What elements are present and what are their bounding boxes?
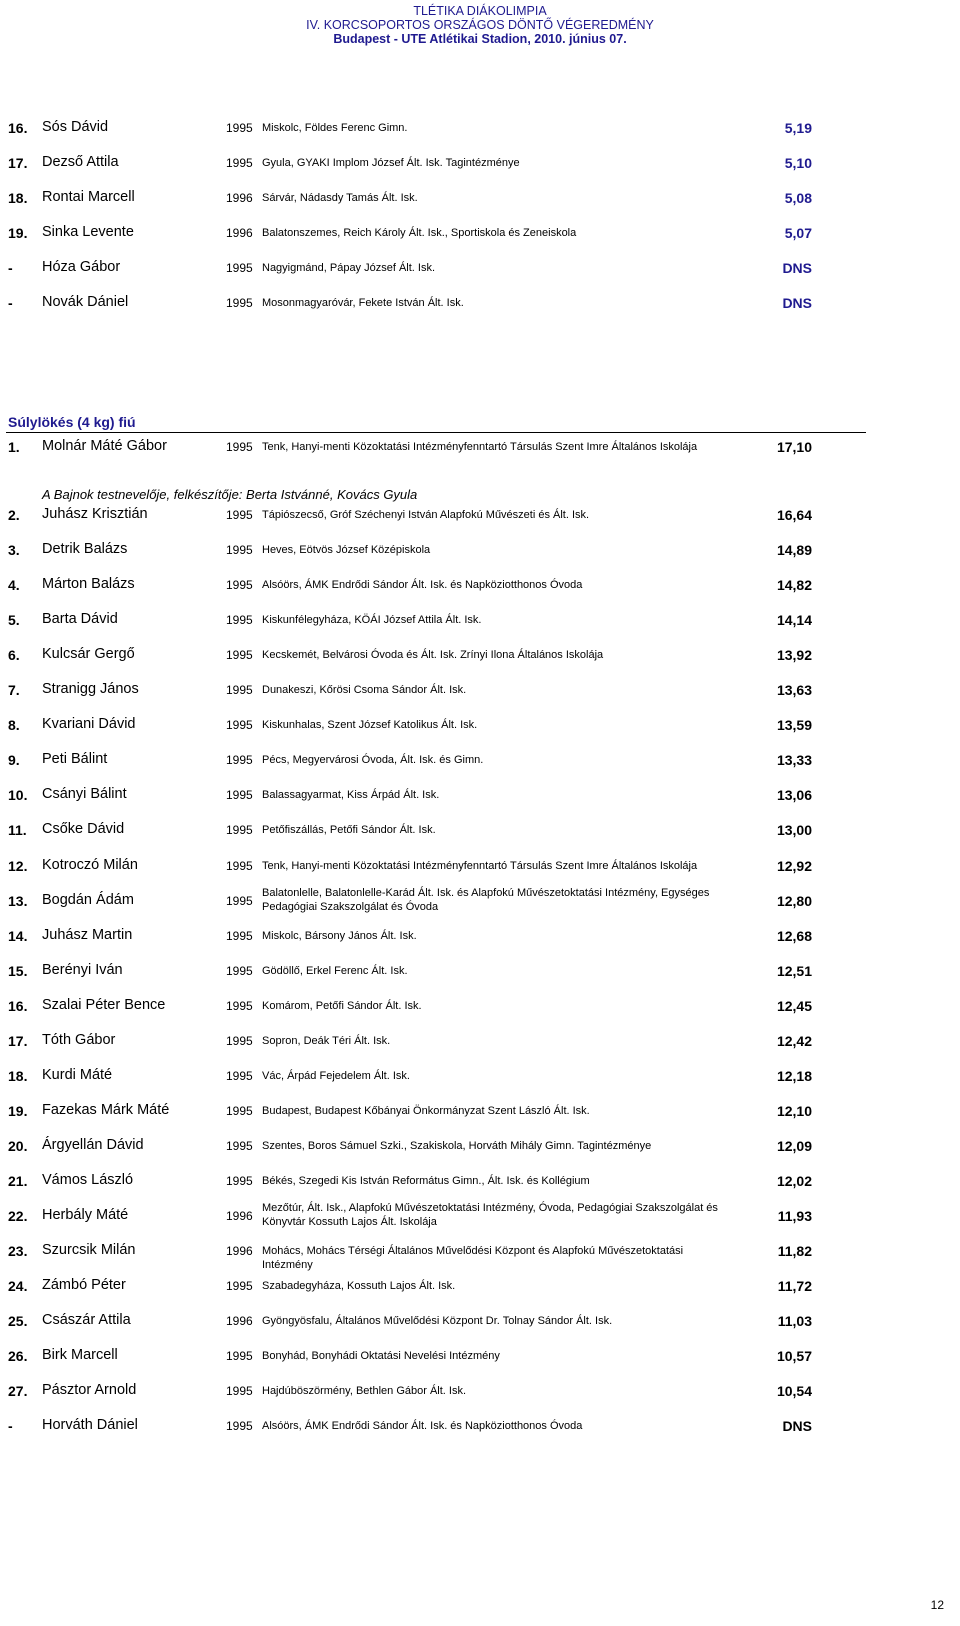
athlete-name: Rontai Marcell (42, 189, 135, 205)
table-row (0, 785, 960, 807)
rank: - (8, 295, 13, 311)
rank: 16. (8, 120, 28, 136)
school: Mezőtúr, Ált. Isk., Alapfokú Művészetoktatási Intézmény, Óvoda, Pedagógiai Szakszolgálat és Könyvtár Kossuth Lajos Ált. Iskolája (262, 1202, 718, 1228)
result-value: 11,72 (777, 1278, 812, 1295)
page-number: 12 (930, 1598, 944, 1612)
table-row (0, 1241, 960, 1272)
athlete-name: Herbály Máté (42, 1207, 129, 1223)
birth-year: 1995 (226, 683, 253, 698)
result-value: 14,14 (776, 612, 812, 629)
table-row (0, 505, 960, 527)
rank: 18. (8, 1067, 28, 1084)
school: Kiskunhalas, Szent József Katolikus Ált. Isk. (262, 719, 478, 732)
school: Gyula, GYAKI Implom József Ált. Isk. Tagintézménye (262, 157, 520, 169)
table-row (0, 1416, 960, 1438)
rank: 3. (8, 542, 20, 559)
rank: 16. (8, 997, 28, 1014)
result-value: 12,45 (776, 997, 812, 1014)
birth-year: 1995 (226, 613, 253, 628)
birth-year: 1995 (226, 823, 253, 838)
athlete-name: Császár Attila (42, 1312, 131, 1329)
school: Dunakeszi, Kőrösi Csoma Sándor Ált. Isk. (262, 684, 467, 697)
table-row (0, 540, 960, 562)
school: Balatonszemes, Reich Károly Ált. Isk., Sportiskola és Zeneiskola (262, 227, 577, 239)
rank: 12. (8, 857, 28, 874)
table-row (0, 886, 960, 913)
athlete-name: Bogdán Ádám (42, 891, 134, 908)
result-value: 12,80 (776, 892, 812, 909)
athlete-name: Árgyellán Dávid (42, 1136, 144, 1153)
rank: 18. (8, 190, 28, 206)
birth-year: 1995 (226, 998, 253, 1013)
table-row (0, 188, 960, 210)
result-value: 12,68 (776, 927, 812, 944)
school: Gyöngyösfalu, Általános Művelődési Központ Dr. Tolnay Sándor Ált. Isk. (262, 1315, 613, 1328)
birth-year: 1995 (226, 543, 253, 558)
result-value: 11,93 (777, 1208, 812, 1224)
school: Hajdúböszörmény, Bethlen Gábor Ált. Isk. (262, 1385, 467, 1398)
result-value: 12,92 (776, 857, 812, 874)
athlete-name: Kvariani Dávid (42, 716, 136, 733)
table-row (0, 1031, 960, 1053)
result-value: 12,02 (776, 1172, 812, 1189)
school: Tenk, Hanyi-menti Közoktatási Intézményfenntartó Társulás Szent Imre Általános Iskolája (262, 859, 698, 872)
athlete-name: Juhász Krisztián (42, 506, 148, 522)
header-title: TLÉTIKA DIÁKOLIMPIA (413, 4, 547, 18)
result-value: 13,33 (776, 752, 812, 769)
rank: 13. (8, 892, 28, 909)
birth-year: 1995 (226, 718, 253, 733)
athlete-name: Horváth Dániel (42, 1417, 138, 1434)
result-value: 5,10 (784, 155, 812, 171)
athlete-name: Csőke Dávid (42, 821, 125, 838)
school: Bonyhád, Bonyhádi Oktatási Nevelési Intézmény (262, 1350, 500, 1363)
birth-year: 1995 (226, 648, 253, 663)
birth-year: 1995 (226, 1033, 253, 1048)
athlete-name: Zámbó Péter (42, 1277, 126, 1294)
birth-year: 1995 (226, 508, 253, 522)
coach-note: A Bajnok testnevelője, felkészítője: Berta Istvánné, Kovács Gyula (42, 487, 418, 502)
athlete-name: Berényi Iván (42, 961, 123, 978)
rank: 14. (8, 927, 28, 944)
table-row (0, 680, 960, 702)
table-row (0, 996, 960, 1018)
school: Nagyigmánd, Pápay József Ált. Isk. (262, 262, 436, 274)
school: Komárom, Petőfi Sándor Ált. Isk. (262, 999, 422, 1012)
school: Budapest, Budapest Kőbányai Önkormányzat Szent László Ált. Isk. (262, 1104, 590, 1117)
rank: 27. (8, 1383, 28, 1400)
school: Békés, Szegedi Kis István Református Gimn., Ált. Isk. és Kollégium (262, 1174, 590, 1187)
rank: 4. (8, 577, 20, 594)
table-row (0, 293, 960, 315)
school: Tenk, Hanyi-menti Közoktatási Intézményfenntartó Társulás Szent Imre Általános Iskolája (262, 441, 698, 453)
rank: 15. (8, 962, 28, 979)
table-row (0, 1202, 960, 1228)
school: Alsóörs, ÁMK Endrődi Sándor Ált. Isk. és Napköziotthonos Óvoda (262, 579, 583, 592)
result-value: 14,89 (776, 542, 812, 559)
birth-year: 1995 (226, 788, 253, 803)
birth-year: 1996 (226, 1244, 253, 1259)
result-value: 12,51 (776, 962, 812, 979)
school: Tápiószecső, Gróf Széchenyi István Alapfokú Művészeti és Ált. Isk. (262, 509, 590, 521)
table-row (0, 645, 960, 667)
document-header (0, 4, 960, 46)
birth-year: 1995 (226, 1384, 253, 1399)
table-row (0, 750, 960, 772)
school: Balatonlelle, Balatonlelle-Karád Ált. Isk. és Alapfokú Művészetoktatási Intézmény, Egységes Pedagógiai Szakszolgálat és Óvoda (262, 886, 710, 913)
school: Kecskemét, Belvárosi Óvoda és Ált. Isk. Zrínyi Ilona Általános Iskolája (262, 649, 604, 662)
birth-year: 1996 (226, 1209, 253, 1223)
table-row (0, 1346, 960, 1368)
birth-year: 1995 (226, 1349, 253, 1364)
rank: 6. (8, 647, 20, 664)
rank: 22. (8, 1208, 28, 1224)
athlete-name: Novák Dániel (42, 294, 129, 310)
school: Gödöllő, Erkel Ferenc Ált. Isk. (262, 964, 408, 977)
result-value: 12,09 (776, 1137, 812, 1154)
result-value: 12,18 (776, 1067, 812, 1084)
school: Petőfiszállás, Petőfi Sándor Ált. Isk. (262, 824, 436, 837)
event-title: Súlylökés (4 kg) fiú (8, 414, 136, 430)
birth-year: 1995 (226, 753, 253, 768)
birth-year: 1995 (226, 1173, 253, 1188)
birth-year: 1995 (226, 928, 253, 943)
result-value: 13,06 (776, 787, 812, 804)
birth-year: 1995 (226, 578, 253, 593)
result-value: 13,63 (776, 682, 812, 699)
rank: 7. (8, 682, 20, 699)
result-value: DNS (782, 1418, 812, 1435)
result-value: 10,54 (776, 1383, 812, 1400)
table-row (0, 1136, 960, 1158)
rank: 25. (8, 1313, 28, 1330)
header-venue: Budapest - UTE Atlétikai Stadion, 2010. június 07. (333, 32, 627, 46)
birth-year: 1995 (226, 440, 253, 454)
result-value: 5,07 (784, 225, 812, 241)
school: Miskolc, Földes Ferenc Gimn. (262, 122, 408, 134)
school: Mohács, Mohács Térségi Általános Művelődési Központ és Alapfokú Művészetoktatási Intézmény (262, 1245, 684, 1272)
school: Sárvár, Nádasdy Tamás Ált. Isk. (262, 192, 418, 204)
rank: 21. (8, 1172, 28, 1189)
athlete-name: Hóza Gábor (42, 259, 121, 275)
athlete-name: Pásztor Arnold (42, 1382, 137, 1399)
event-divider (6, 432, 866, 433)
table-row (0, 820, 960, 842)
rank: 23. (8, 1243, 28, 1260)
school: Kiskunfélegyháza, KÖÁI József Attila Ált. Isk. (262, 614, 482, 627)
rank: 10. (8, 787, 28, 804)
rank: 8. (8, 717, 20, 734)
table-row (0, 715, 960, 737)
rank: 24. (8, 1278, 28, 1295)
school: Heves, Eötvös József Középiskola (262, 544, 431, 557)
rank: 17. (8, 155, 28, 171)
birth-year: 1995 (226, 1138, 253, 1153)
result-value: 10,57 (776, 1348, 812, 1365)
birth-year: 1995 (226, 893, 253, 908)
school: Szentes, Boros Sámuel Szki., Szakiskola, Horváth Mihály Gimn. Tagintézménye (262, 1139, 652, 1152)
rank: 19. (8, 1102, 28, 1119)
table-row (0, 961, 960, 983)
result-value: 11,03 (777, 1313, 812, 1330)
rank: - (8, 1418, 13, 1435)
athlete-name: Detrik Balázs (42, 541, 128, 558)
result-value: 12,42 (776, 1032, 812, 1049)
birth-year: 1995 (226, 963, 253, 978)
school: Vác, Árpád Fejedelem Ált. Isk. (262, 1069, 410, 1082)
result-value: 5,19 (784, 120, 812, 136)
athlete-name: Sós Dávid (42, 119, 109, 135)
birth-year: 1995 (226, 858, 253, 873)
result-value: 14,82 (776, 577, 812, 594)
rank: - (8, 260, 13, 276)
athlete-name: Juhász Martin (42, 926, 133, 943)
birth-year: 1995 (226, 156, 253, 170)
birth-year: 1995 (226, 121, 253, 135)
rank: 17. (8, 1032, 28, 1049)
athlete-name: Fazekas Márk Máté (42, 1101, 170, 1118)
result-value: DNS (782, 295, 812, 311)
result-value: 16,64 (776, 507, 812, 523)
result-value: 13,59 (776, 717, 812, 734)
table-row (0, 926, 960, 948)
birth-year: 1996 (226, 1314, 253, 1329)
birth-year: 1995 (226, 296, 253, 310)
birth-year: 1996 (226, 226, 253, 240)
athlete-name: Csányi Bálint (42, 786, 127, 803)
athlete-name: Barta Dávid (42, 611, 118, 628)
table-row (0, 1381, 960, 1403)
athlete-name: Peti Bálint (42, 751, 108, 768)
athlete-name: Szurcsik Milán (42, 1242, 136, 1259)
table-row (0, 1066, 960, 1088)
table-row (0, 575, 960, 597)
table-row (0, 610, 960, 632)
table-row (0, 1311, 960, 1333)
rank: 20. (8, 1137, 28, 1154)
table-row (0, 118, 960, 140)
birth-year: 1995 (226, 1103, 253, 1118)
athlete-name: Kulcsár Gergő (42, 646, 135, 663)
athlete-name: Márton Balázs (42, 576, 135, 593)
athlete-name: Sinka Levente (42, 224, 134, 240)
school: Sopron, Deák Téri Ált. Isk. (262, 1034, 391, 1047)
athlete-name: Molnár Máté Gábor (42, 438, 167, 454)
athlete-name: Stranigg János (42, 681, 139, 698)
athlete-name: Dezső Attila (42, 154, 119, 170)
school: Pécs, Megyervárosi Óvoda, Ált. Isk. és Gimn. (262, 754, 484, 767)
school: Mosonmagyaróvár, Fekete István Ált. Isk. (262, 297, 464, 309)
result-value: 17,10 (776, 439, 812, 455)
table-row (0, 223, 960, 245)
header-subtitle: IV. KORCSOPORTOS ORSZÁGOS DÖNTŐ VÉGEREDMÉNY (306, 18, 654, 32)
birth-year: 1996 (226, 191, 253, 205)
athlete-name: Vámos László (42, 1171, 134, 1188)
athlete-name: Tóth Gábor (42, 1031, 116, 1048)
rank: 26. (8, 1348, 28, 1365)
table-row (0, 856, 960, 878)
table-row (0, 1171, 960, 1193)
result-value: 13,92 (776, 647, 812, 664)
table-row (0, 153, 960, 175)
school: Szabadegyháza, Kossuth Lajos Ált. Isk. (262, 1280, 456, 1293)
table-row (0, 258, 960, 280)
birth-year: 1995 (226, 261, 253, 275)
rank: 5. (8, 612, 20, 629)
athlete-name: Kotroczó Milán (42, 856, 138, 873)
rank: 19. (8, 225, 28, 241)
athlete-name: Szalai Péter Bence (42, 996, 166, 1013)
result-value: 5,08 (784, 190, 812, 206)
birth-year: 1995 (226, 1419, 253, 1434)
school: Balassagyarmat, Kiss Árpád Ált. Isk. (262, 789, 440, 802)
result-value: 11,82 (777, 1243, 812, 1260)
school: Alsóörs, ÁMK Endrődi Sándor Ált. Isk. és Napköziotthonos Óvoda (262, 1420, 583, 1433)
rank: 9. (8, 752, 20, 769)
school: Miskolc, Bársony János Ált. Isk. (262, 929, 417, 942)
rank: 11. (8, 822, 27, 839)
table-row (0, 1101, 960, 1123)
rank: 2. (8, 507, 20, 523)
birth-year: 1995 (226, 1279, 253, 1294)
athlete-name: Birk Marcell (42, 1347, 118, 1364)
result-value: 12,10 (776, 1102, 812, 1119)
athlete-name: Kurdi Máté (42, 1066, 113, 1083)
table-row (0, 1276, 960, 1298)
rank: 1. (8, 439, 20, 455)
result-value: DNS (782, 260, 812, 276)
result-value: 13,00 (776, 822, 812, 839)
birth-year: 1995 (226, 1068, 253, 1083)
result-row-winner (0, 437, 960, 459)
